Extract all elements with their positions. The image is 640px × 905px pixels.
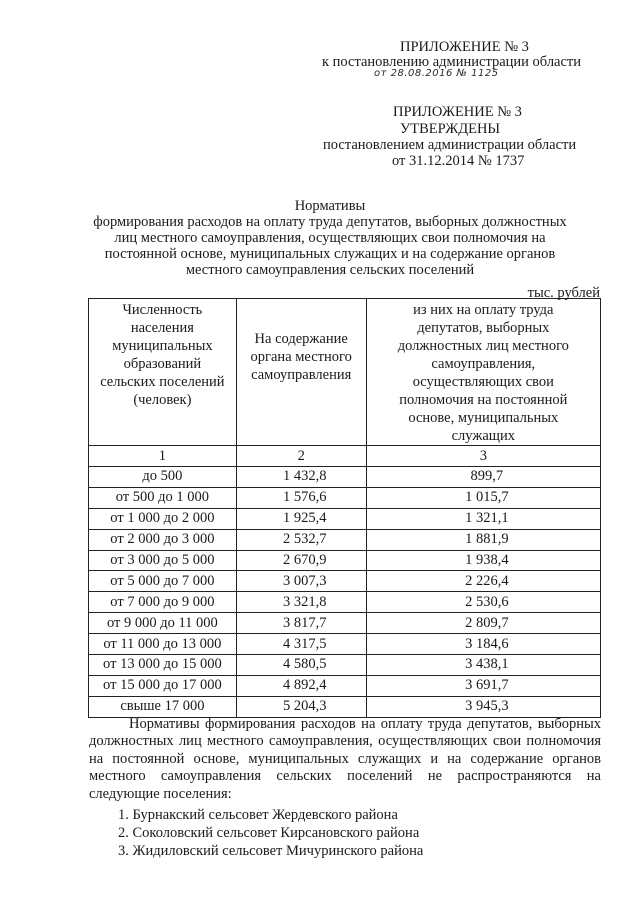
appendix2-title: ПРИЛОЖЕНИЕ № 3 bbox=[393, 104, 522, 120]
maintenance-cell: 1 925,4 bbox=[236, 508, 366, 529]
title-line-5: местного самоуправления сельских поселений bbox=[185, 262, 475, 278]
units-label: тыс. рублей bbox=[527, 285, 600, 301]
maintenance-cell: 3 321,8 bbox=[236, 592, 366, 613]
title-line-1: Нормативы bbox=[294, 198, 366, 214]
document-title bbox=[60, 198, 600, 278]
payroll-cell: 3 184,6 bbox=[366, 634, 600, 655]
table-row bbox=[89, 487, 601, 508]
column-number-row bbox=[89, 446, 601, 467]
payroll-cell: 2 226,4 bbox=[366, 571, 600, 592]
population-cell: от 500 до 1 000 bbox=[89, 487, 237, 508]
table-row bbox=[89, 508, 601, 529]
payroll-cell: 1 321,1 bbox=[366, 508, 600, 529]
maintenance-cell: 4 580,5 bbox=[236, 655, 366, 676]
table-row bbox=[89, 675, 601, 696]
payroll-cell: 1 938,4 bbox=[366, 550, 600, 571]
maintenance-cell: 5 204,3 bbox=[236, 696, 366, 717]
appendix1-subtitle: к постановлению администрации области bbox=[322, 54, 582, 70]
population-cell: от 3 000 до 5 000 bbox=[89, 550, 237, 571]
col-number: 2 bbox=[236, 446, 366, 467]
col1-header: Численность населения муниципальных образований сельских поселений (человек) bbox=[89, 299, 237, 446]
maintenance-cell: 3 007,3 bbox=[236, 571, 366, 592]
population-cell: от 7 000 до 9 000 bbox=[89, 592, 237, 613]
population-cell: от 9 000 до 11 000 bbox=[89, 613, 237, 634]
population-cell: от 15 000 до 17 000 bbox=[89, 675, 237, 696]
population-cell: до 500 bbox=[89, 467, 237, 488]
title-line-4: постоянной основе, муниципальных служащих и на содержание органов bbox=[104, 246, 556, 262]
handwritten-date-signature: от 28.08.2016 № 1125 bbox=[374, 68, 499, 79]
table-row bbox=[89, 550, 601, 571]
appendix1-title: ПРИЛОЖЕНИЕ № 3 bbox=[400, 39, 529, 55]
table-row bbox=[89, 696, 601, 717]
title-line-3: лиц местного самоуправления, осуществляющих свои полномочия на bbox=[114, 230, 546, 246]
table-row bbox=[89, 634, 601, 655]
payroll-cell: 899,7 bbox=[366, 467, 600, 488]
payroll-cell: 1 881,9 bbox=[366, 529, 600, 550]
exceptions-list bbox=[118, 806, 423, 860]
table-row bbox=[89, 655, 601, 676]
population-cell: от 13 000 до 15 000 bbox=[89, 655, 237, 676]
exception-paragraph: Нормативы формирования расходов на оплату труда депутатов, выборных должностных лиц местного самоуправления, осуществляющих свои полномочия на постоянной основе, муниципальных служащих и на содержание органов местного самоуправления сельских поселений не распространяются на следующие поселения: bbox=[89, 716, 601, 802]
col-number: 3 bbox=[366, 446, 600, 467]
population-cell: от 5 000 до 7 000 bbox=[89, 571, 237, 592]
payroll-cell: 3 691,7 bbox=[366, 675, 600, 696]
approved-label: УТВЕРЖДЕНЫ bbox=[400, 121, 501, 137]
population-cell: от 2 000 до 3 000 bbox=[89, 529, 237, 550]
population-cell: от 1 000 до 2 000 bbox=[89, 508, 237, 529]
maintenance-cell: 3 817,7 bbox=[236, 613, 366, 634]
table-row bbox=[89, 613, 601, 634]
col-number: 1 bbox=[89, 446, 237, 467]
payroll-cell: 2 530,6 bbox=[366, 592, 600, 613]
table-header-row bbox=[89, 299, 601, 446]
payroll-cell: 2 809,7 bbox=[366, 613, 600, 634]
payroll-cell: 1 015,7 bbox=[366, 487, 600, 508]
payroll-cell: 3 438,1 bbox=[366, 655, 600, 676]
approved-by: постановлением администрации области bbox=[323, 137, 577, 153]
maintenance-cell: 1 432,8 bbox=[236, 467, 366, 488]
norms-table bbox=[88, 298, 601, 718]
col2-header: На содержание органа местного самоуправления bbox=[236, 299, 366, 446]
table-row bbox=[89, 529, 601, 550]
maintenance-cell: 2 532,7 bbox=[236, 529, 366, 550]
list-item: 2. Соколовский сельсовет Кирсановского района bbox=[118, 825, 420, 841]
population-cell: свыше 17 000 bbox=[89, 696, 237, 717]
col3-header: из них на оплату труда депутатов, выборных должностных лиц местного самоуправления, осуществляющих свои полномочия на постоянной основе, муниципальных служащих bbox=[366, 299, 600, 446]
maintenance-cell: 4 317,5 bbox=[236, 634, 366, 655]
population-cell: от 11 000 до 13 000 bbox=[89, 634, 237, 655]
maintenance-cell: 2 670,9 bbox=[236, 550, 366, 571]
list-item: 1. Бурнакский сельсовет Жердевского района bbox=[118, 807, 398, 823]
maintenance-cell: 1 576,6 bbox=[236, 487, 366, 508]
maintenance-cell: 4 892,4 bbox=[236, 675, 366, 696]
list-item: 3. Жидиловский сельсовет Мичуринского района bbox=[118, 843, 424, 859]
table-row bbox=[89, 592, 601, 613]
approved-date: от 31.12.2014 № 1737 bbox=[392, 153, 525, 169]
table-row bbox=[89, 467, 601, 488]
title-line-2: формирования расходов на оплату труда депутатов, выборных должностных bbox=[93, 214, 567, 230]
payroll-cell: 3 945,3 bbox=[366, 696, 600, 717]
table-row bbox=[89, 571, 601, 592]
